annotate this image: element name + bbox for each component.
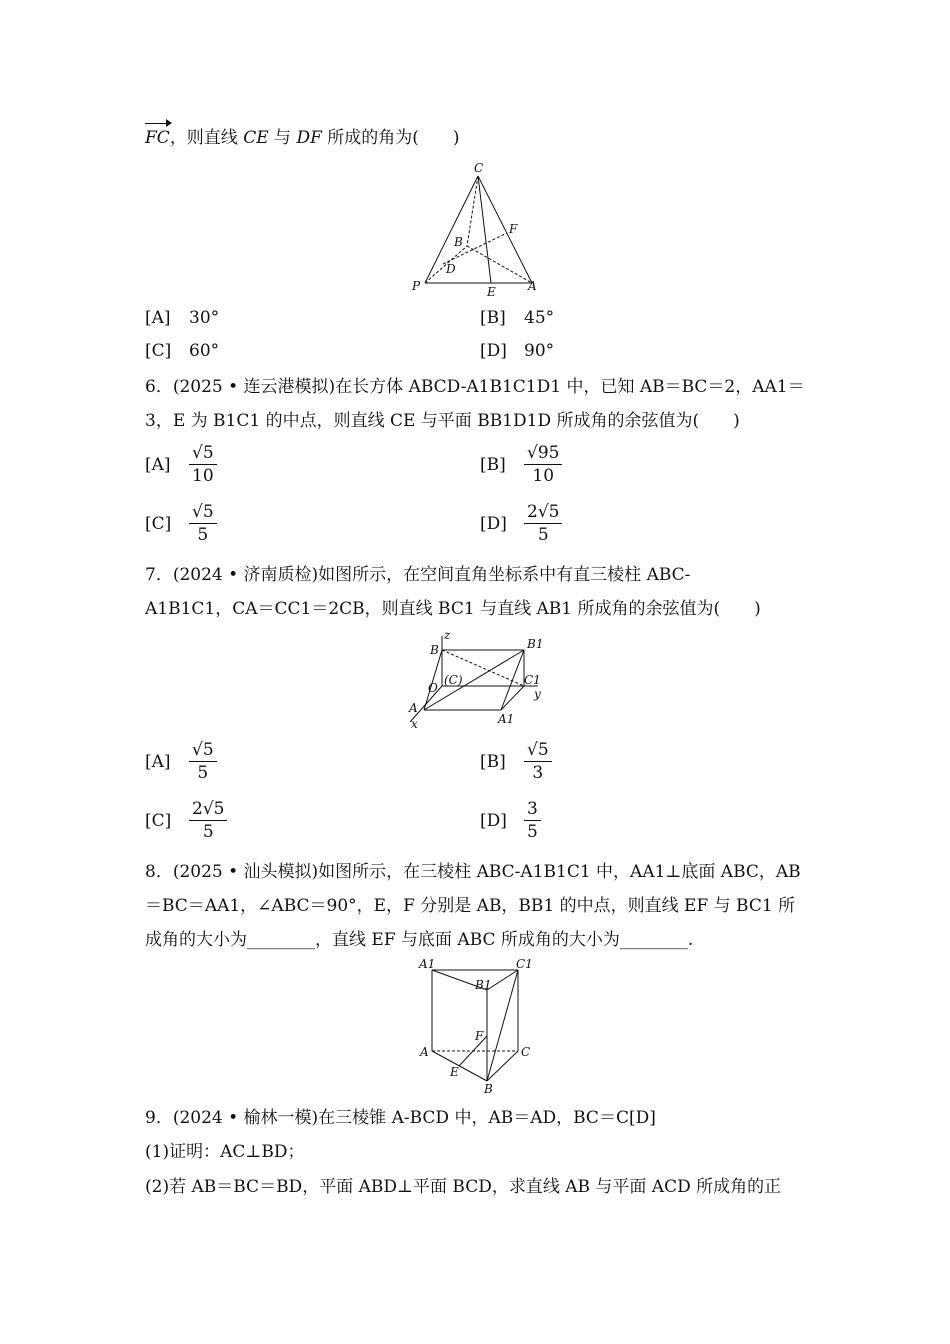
label-a: A <box>420 1045 429 1059</box>
label-b: B <box>430 643 439 657</box>
q9-part2: (2)若 AB＝BC＝BD，平面 ABD⊥平面 BCD，求直线 AB 与平面 ACD 所成角的正 <box>145 1177 782 1197</box>
q7-option-b[interactable]: [B] $\frac{√5}{3}$ <box>480 740 552 784</box>
q6-stem-line2: 3，E 为 B1C1 的中点，则直线 CE 与平面 BB1D1D 所成角的余弦值为( ) <box>145 411 740 431</box>
label-c1: C1 <box>516 958 533 971</box>
label-d: D <box>446 262 456 276</box>
q8-stem-line2: ＝BC＝AA1，∠ABC＝90°，E，F 分别是 AB，BB1 的中点，则直线 EF 与 BC1 所 <box>145 896 796 916</box>
vector-fc: FC <box>145 128 170 148</box>
axis-x: x <box>411 717 418 730</box>
label-f: F <box>475 1029 484 1043</box>
q7-option-a[interactable]: [A] $\frac{√5}{5}$ <box>145 740 217 784</box>
label-b: B <box>454 235 463 249</box>
q7-stem-line1: 7．(2024 • 济南质检)如图所示，在空间直角坐标系中有直三棱柱 ABC- <box>145 565 691 585</box>
q9-stem-line1: 9．(2024 • 榆林一模)在三棱锥 A-BCD 中，AB＝AD，BC＝C[D] <box>145 1108 656 1128</box>
label-b1: B1 <box>475 978 492 992</box>
question-5-tail: FC，则直线 CE 与 DF 所成的角为( ) <box>145 128 460 148</box>
label-e: E <box>450 1065 459 1079</box>
axis-y: y <box>534 687 541 701</box>
q5-option-b[interactable]: [B] 45° <box>480 308 555 328</box>
figure-triangular-prism <box>415 958 545 1098</box>
q7-stem-line2: A1B1C1，CA＝CC1＝2CB，则直线 BC1 与直线 AB1 所成角的余弦值为( ) <box>145 599 761 619</box>
label-c1: C1 <box>524 673 541 687</box>
figure-tetrahedron <box>405 158 555 298</box>
q8-stem-line3: 成角的大小为________，直线 EF 与底面 ABC 所成角的大小为________. <box>145 930 694 950</box>
label-a: A <box>409 701 418 715</box>
q6-stem-line1: 6．(2025 • 连云港模拟)在长方体 ABCD-A1B1C1D1 中，已知 AB＝BC＝2，AA1＝ <box>145 377 805 397</box>
label-c: (C) <box>444 673 463 687</box>
label-c: C <box>474 161 484 175</box>
q5-option-d[interactable]: [D] 90° <box>480 341 555 361</box>
figure-prism-coordinates <box>400 630 550 730</box>
label-b1: B1 <box>527 637 544 651</box>
label-e: E <box>487 285 496 298</box>
label-a1: A1 <box>498 712 515 726</box>
q6-option-a[interactable]: [A] $\frac{√5}{10}$ <box>145 443 217 487</box>
q7-option-c[interactable]: [C] $\frac{2√5}{5}$ <box>145 799 227 843</box>
q5-option-a[interactable]: [A] 30° <box>145 308 220 328</box>
axis-z: z <box>444 630 451 642</box>
q6-option-d[interactable]: [D] $\frac{2√5}{5}$ <box>480 502 562 546</box>
q6-option-c[interactable]: [C] $\frac{√5}{5}$ <box>145 502 217 546</box>
label-b: B <box>484 1082 493 1096</box>
label-c: C <box>521 1045 531 1059</box>
q8-stem-line1: 8．(2025 • 汕头模拟)如图所示，在三棱柱 ABC-A1B1C1 中，AA1⊥底面 ABC，AB <box>145 862 801 882</box>
label-o: O <box>428 681 438 695</box>
q5-option-c[interactable]: [C] 60° <box>145 341 220 361</box>
label-p: P <box>412 279 421 293</box>
label-a: A <box>528 279 537 293</box>
label-a1: A1 <box>419 958 436 971</box>
q6-option-b[interactable]: [B] $\frac{√95}{10}$ <box>480 443 562 487</box>
label-f: F <box>509 222 518 236</box>
q9-part1: (1)证明：AC⊥BD； <box>145 1142 305 1162</box>
q7-option-d[interactable]: [D] $\frac{3}{5}$ <box>480 799 541 843</box>
